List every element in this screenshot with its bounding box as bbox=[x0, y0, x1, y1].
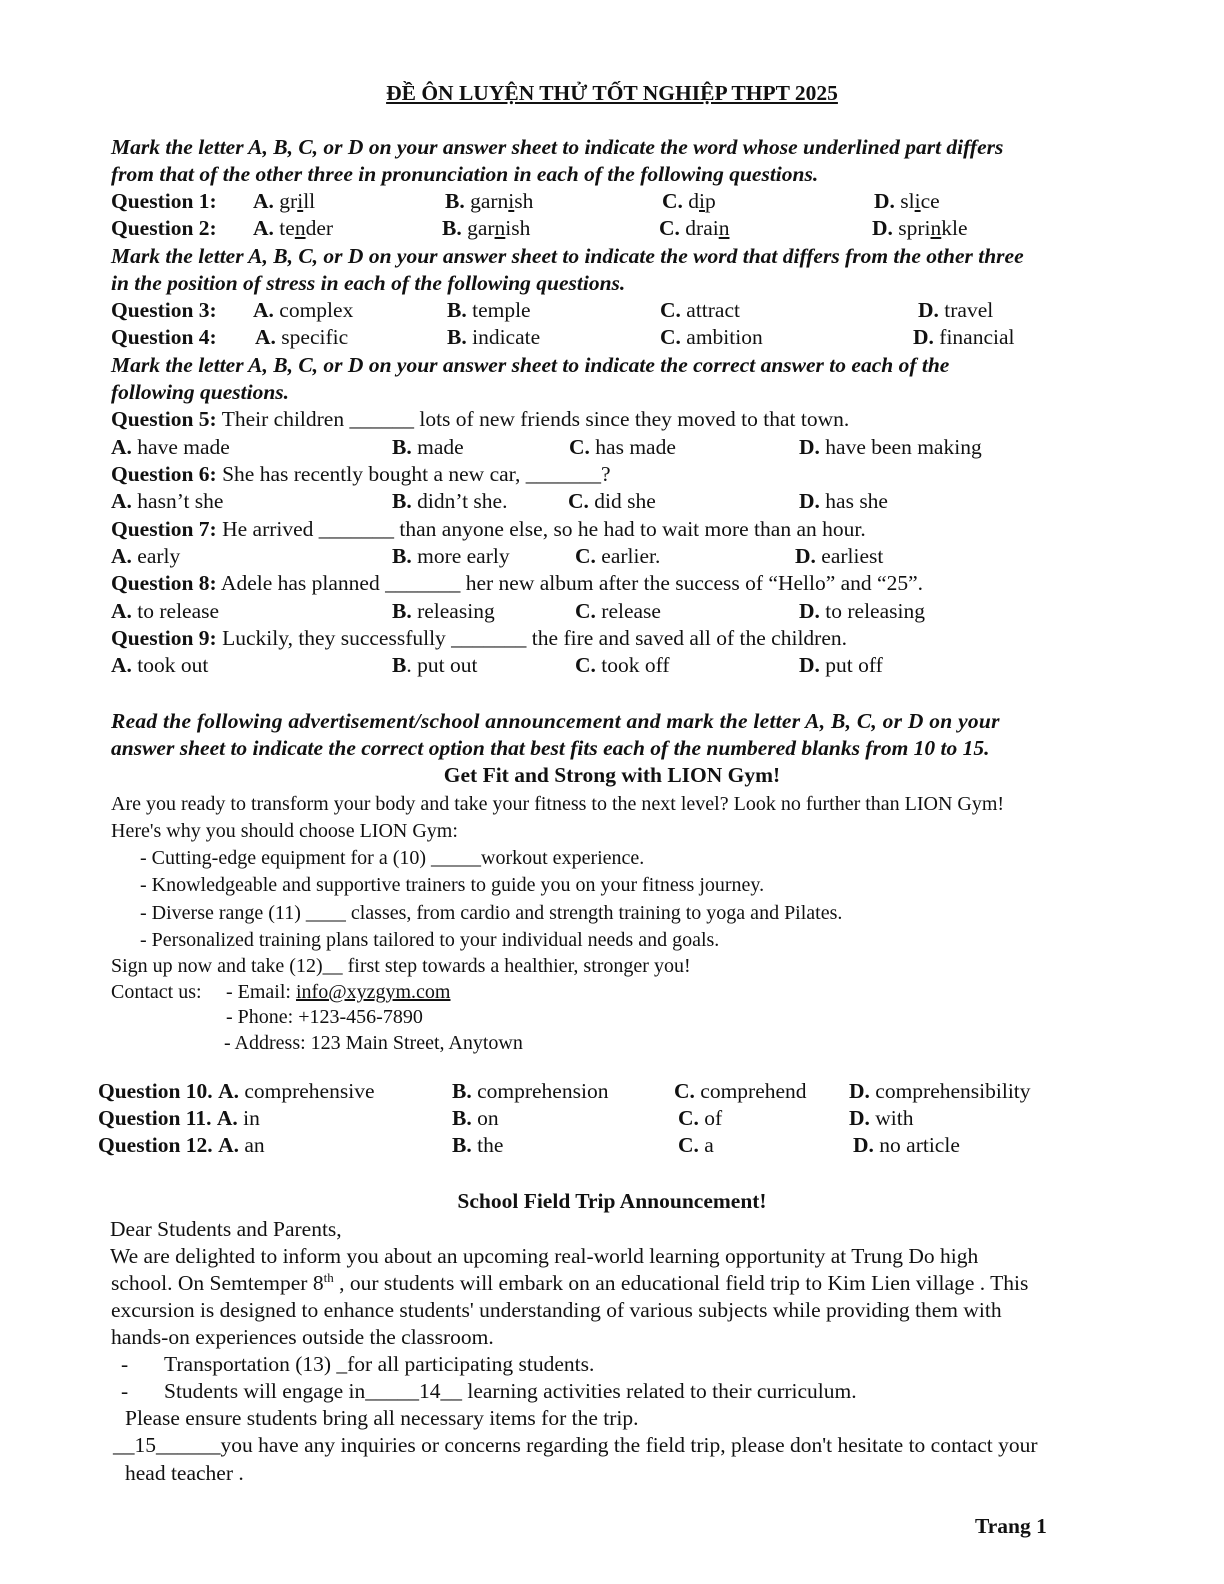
option-b: B. the bbox=[452, 1133, 504, 1157]
option-c: C. comprehend bbox=[674, 1079, 807, 1103]
option-a: Question 12. A. an bbox=[98, 1133, 265, 1157]
option-d: D. have been making bbox=[799, 435, 982, 459]
trip-question-15-line2: head teacher . bbox=[125, 1461, 244, 1485]
trip-paragraph-line2: school. On Semtemper 8th , our students will embark on an educational field trip to Kim Lien village . This bbox=[111, 1270, 1029, 1295]
option-a: A. to release bbox=[111, 599, 220, 623]
option-d: D. earliest bbox=[795, 544, 884, 568]
instruction-reading-line2: answer sheet to indicate the correct option that best fits each of the numbered blanks from 10 to 15. bbox=[111, 736, 990, 760]
instruction-pronunciation-line2: from that of the other three in pronunciation in each of the following questions. bbox=[111, 162, 819, 186]
question-label: Question 4: bbox=[111, 325, 217, 349]
option-c: C. did she bbox=[568, 489, 656, 513]
option-a: A. have made bbox=[111, 435, 230, 459]
trip-paragraph-line4: hands-on experiences outside the classroom. bbox=[111, 1325, 494, 1349]
option-c: C. took off bbox=[575, 653, 670, 677]
option-d: D. slice bbox=[874, 189, 940, 213]
option-d: D. comprehensibility bbox=[849, 1079, 1031, 1103]
option-a: A. grill bbox=[253, 189, 316, 213]
question-7-stem: Question 7: He arrived _______ than anyone else, so he had to wait more than an hour. bbox=[111, 517, 866, 541]
exam-title: ĐỀ ÔN LUYỆN THỬ TỐT NGHIỆP THPT 2025 bbox=[386, 81, 838, 105]
trip-question-15-line1: __15______you have any inquiries or concerns regarding the field trip, please don't hesitate to contact your bbox=[113, 1433, 1038, 1457]
option-a: Question 11. A. in bbox=[98, 1106, 260, 1130]
option-c: C. earlier. bbox=[575, 544, 661, 568]
option-a: A. specific bbox=[255, 325, 349, 349]
option-a: A. hasn’t she bbox=[111, 489, 224, 513]
ad-title: Get Fit and Strong with LION Gym! bbox=[443, 763, 781, 787]
option-d: D. with bbox=[849, 1106, 914, 1130]
trip-greeting: Dear Students and Parents, bbox=[110, 1217, 342, 1241]
option-a: A. complex bbox=[253, 298, 354, 322]
option-b: B. garnish bbox=[442, 216, 531, 240]
trip-dash-13: - bbox=[121, 1352, 129, 1376]
ad-phone: - Phone: +123-456-7890 bbox=[226, 1006, 423, 1028]
question-5-stem: Question 5: Their children ______ lots of new friends since they moved to that town. bbox=[111, 407, 850, 431]
option-b: B. didn’t she. bbox=[392, 489, 508, 513]
page-number: Trang 1 bbox=[975, 1514, 1047, 1538]
option-c: C. of bbox=[678, 1106, 723, 1130]
instruction-stress-line1: Mark the letter A, B, C, or D on your answer sheet to indicate the word that differs from the other three bbox=[111, 244, 1024, 268]
instruction-correct-line2: following questions. bbox=[111, 380, 290, 404]
instruction-correct-line1: Mark the letter A, B, C, or D on your answer sheet to indicate the correct answer to each of the bbox=[111, 353, 950, 377]
instruction-pronunciation-line1: Mark the letter A, B, C, or D on your answer sheet to indicate the word whose underlined part differs bbox=[111, 135, 1004, 159]
option-c: C. a bbox=[678, 1133, 714, 1157]
option-c: C. attract bbox=[660, 298, 740, 322]
question-label: Question 1: bbox=[111, 189, 217, 213]
ad-email: - Email: info@xyzgym.com bbox=[226, 981, 451, 1003]
trip-paragraph-line3: excursion is designed to enhance students' understanding of various subjects while providing them with bbox=[111, 1298, 1002, 1322]
option-d: D. put off bbox=[799, 653, 883, 677]
trip-bullet-14: Students will engage in_____14__ learning activities related to their curriculum. bbox=[164, 1379, 857, 1403]
trip-paragraph-line1: We are delighted to inform you about an upcoming real-world learning opportunity at Trung Do high bbox=[110, 1244, 979, 1268]
option-a: A. took out bbox=[111, 653, 209, 677]
email-link[interactable]: info@xyzgym.com bbox=[295, 981, 451, 1003]
option-c: C. drain bbox=[659, 216, 730, 240]
option-a: A. tender bbox=[253, 216, 334, 240]
ad-contact-label: Contact us: bbox=[111, 981, 202, 1003]
trip-title: School Field Trip Announcement! bbox=[457, 1189, 767, 1213]
trip-ensure: Please ensure students bring all necessary items for the trip. bbox=[125, 1406, 639, 1430]
option-d: D. no article bbox=[853, 1133, 960, 1157]
option-c: C. release bbox=[575, 599, 661, 623]
option-a: Question 10. A. comprehensive bbox=[98, 1079, 375, 1103]
ad-bullet-trainers: - Knowledgeable and supportive trainers to guide you on your fitness journey. bbox=[140, 874, 765, 896]
ad-bullet-11: - Diverse range (11) ____ classes, from cardio and strength training to yoga and Pilates. bbox=[140, 902, 843, 924]
question-label: Question 3: bbox=[111, 298, 217, 322]
question-8-stem: Question 8: Adele has planned _______ her new album after the success of “Hello” and “25”. bbox=[111, 571, 923, 595]
trip-bullet-13: Transportation (13) _for all participating students. bbox=[164, 1352, 595, 1376]
option-b: B. indicate bbox=[447, 325, 541, 349]
instruction-reading-line1: Read the following advertisement/school announcement and mark the letter A, B, C, or D on your bbox=[111, 709, 1000, 733]
question-label: Question 2: bbox=[111, 216, 217, 240]
ad-address: - Address: 123 Main Street, Anytown bbox=[224, 1032, 523, 1054]
option-b: B. on bbox=[452, 1106, 499, 1130]
option-c: C. has made bbox=[569, 435, 676, 459]
ad-bullet-10: - Cutting-edge equipment for a (10) _____workout experience. bbox=[140, 847, 645, 869]
ad-line1: Are you ready to transform your body and take your fitness to the next level? Look no further than LION Gym! bbox=[111, 793, 1005, 815]
option-d: D. sprinkle bbox=[872, 216, 968, 240]
option-c: C. ambition bbox=[660, 325, 763, 349]
trip-dash-14: - bbox=[121, 1379, 129, 1403]
option-d: D. travel bbox=[918, 298, 994, 322]
option-b: B. releasing bbox=[392, 599, 495, 623]
instruction-stress-line2: in the position of stress in each of the following questions. bbox=[111, 271, 626, 295]
option-a: A. early bbox=[111, 544, 181, 568]
option-b: B. put out bbox=[392, 653, 478, 677]
option-c: C. dip bbox=[662, 189, 716, 213]
option-b: B. temple bbox=[447, 298, 531, 322]
ad-bullet-plans: - Personalized training plans tailored to your individual needs and goals. bbox=[140, 929, 720, 951]
question-6-stem: Question 6: She has recently bought a new car, _______? bbox=[111, 462, 611, 486]
ad-signup: Sign up now and take (12)__ first step towards a healthier, stronger you! bbox=[111, 955, 691, 977]
option-d: D. has she bbox=[799, 489, 888, 513]
option-b: B. comprehension bbox=[452, 1079, 609, 1103]
option-d: D. financial bbox=[913, 325, 1015, 349]
option-d: D. to releasing bbox=[799, 599, 925, 623]
option-b: B. made bbox=[392, 435, 464, 459]
option-b: B. garnish bbox=[445, 189, 534, 213]
ad-line2: Here's why you should choose LION Gym: bbox=[111, 820, 458, 842]
question-9-stem: Question 9: Luckily, they successfully _______ the fire and saved all of the children. bbox=[111, 626, 848, 650]
option-b: B. more early bbox=[392, 544, 510, 568]
